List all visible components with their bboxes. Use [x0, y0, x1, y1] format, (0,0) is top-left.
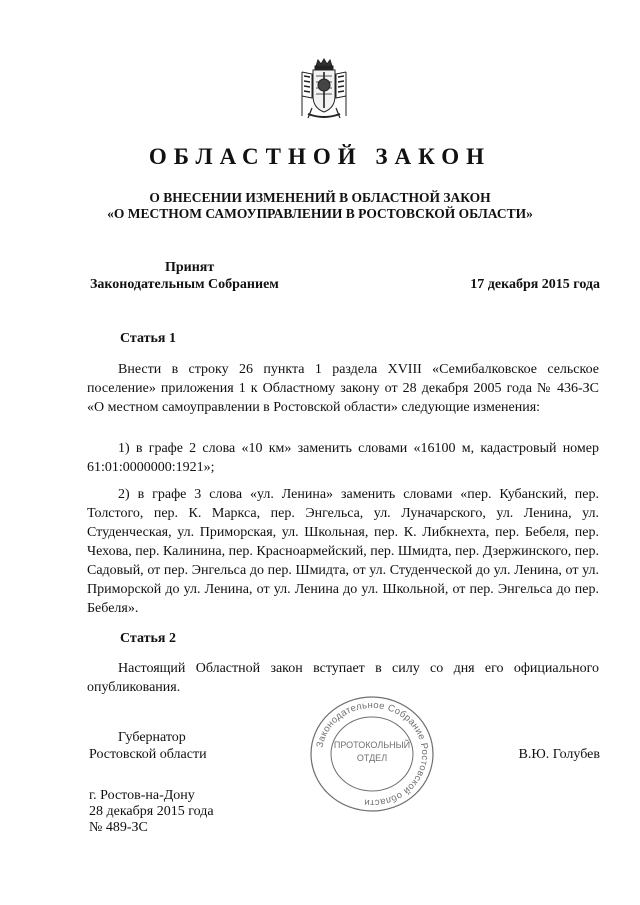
signing-date: 28 декабря 2015 года	[89, 804, 214, 819]
adopted-by: Законодательным Собранием	[90, 277, 279, 292]
adoption-date: 17 декабря 2015 года	[470, 277, 600, 292]
document-subtitle-line-2: «О МЕСТНОМ САМОУПРАВЛЕНИИ В РОСТОВСКОЙ ОБЛАСТИ»	[107, 206, 533, 221]
signatory-title-line-2: Ростовской области	[89, 747, 207, 762]
article-2-title: Статья 2	[120, 631, 176, 646]
article-1-item-1: 1) в графе 2 слова «10 км» заменить словами «16100 м, кадастровый номер 61:01:0000000:1921»;	[87, 441, 599, 475]
coat-of-arms-icon	[298, 58, 350, 122]
article-1-paragraph: Внести в строку 26 пункта 1 раздела XVIII «Семибалковское сельское поселение» приложения 1 к Областному закону от 28 декабря 2005 года № 436-ЗС «О местном самоуправлении в Ростовской области» следующие изменения:	[87, 362, 599, 415]
protocol-department-stamp	[307, 693, 437, 815]
law-number: № 489-ЗС	[89, 820, 148, 835]
signing-place: г. Ростов-на-Дону	[89, 788, 195, 803]
article-1-item-2: 2) в графе 3 слова «ул. Ленина» заменить словами «пер. Кубанский, пер. Толстого, пер. К. Маркса, пер. Энгельса, ул. Луначарского, ул. Ленина, ул. Студенческая, ул. Приморская, ул. Школьная, пер. К. Либкнехта, пер. Бебеля, пер. Чехова, пер. Калинина, пер. Красноармейский, пер. Шмидта, пер. Дзержинского, пер. Садовый, от пер. Энгельса до пер. Шмидта, от ул. Студенческой до ул. Ленина, от ул. Приморской до ул. Ленина, от ул. Ленина до ул. Школьной, от пер. Энгельса до пер. Бебеля».	[87, 487, 599, 616]
signatory-name: В.Ю. Голубев	[518, 747, 600, 762]
article-1-title: Статья 1	[120, 331, 176, 346]
stamp-center-line-2: ОТДЕЛ	[356, 753, 388, 763]
stamp-center-line-1: ПРОТОКОЛЬНЫЙ	[333, 740, 411, 750]
adopted-label: Принят	[165, 260, 215, 275]
article-2-paragraph: Настоящий Областной закон вступает в силу со дня его официального опубликования.	[87, 661, 599, 695]
document-subtitle-line-1: О ВНЕСЕНИИ ИЗМЕНЕНИЙ В ОБЛАСТНОЙ ЗАКОН	[149, 190, 491, 205]
stamp-ring-text: Законодательное Собрание Ростовской области	[314, 699, 431, 809]
document-title: ОБЛАСТНОЙ ЗАКОН	[148, 144, 492, 169]
signatory-title-line-1: Губернатор	[118, 730, 186, 745]
